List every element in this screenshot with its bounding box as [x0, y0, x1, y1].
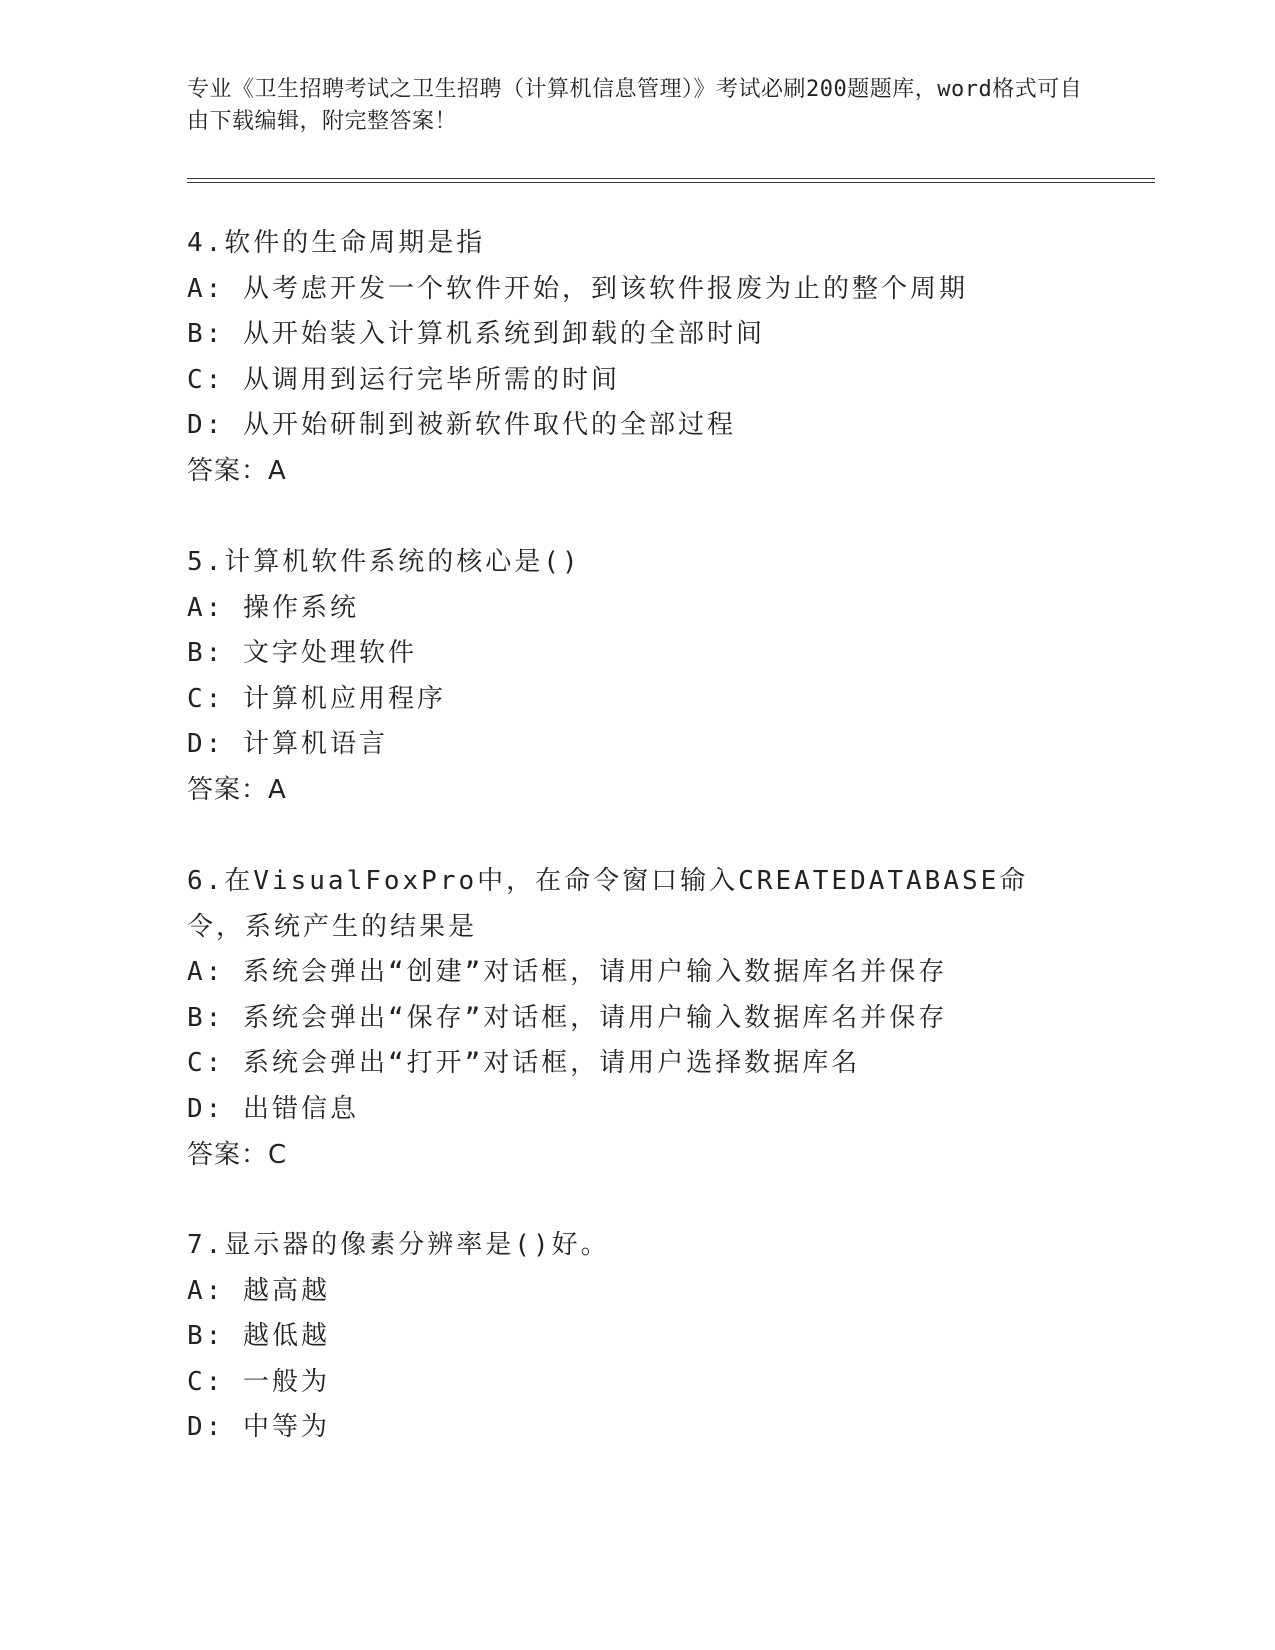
- option-c: C: 一般为: [187, 1366, 330, 1397]
- question-7: [187, 1223, 1087, 1451]
- header-description: 专业《卫生招聘考试之卫生招聘（计算机信息管理）》考试必刷200题题库，word格式可自由下载编辑，附完整答案！: [187, 77, 1083, 134]
- answer: 答案：A: [187, 455, 287, 486]
- answer: 答案：A: [187, 774, 287, 805]
- option-d: D: 出错信息: [187, 1093, 359, 1124]
- option-c: C: 计算机应用程序: [187, 683, 446, 714]
- option-d: D: 从开始研制到被新软件取代的全部过程: [187, 410, 736, 441]
- option-b: B: 文字处理软件: [187, 638, 417, 669]
- question-6: [187, 859, 1047, 1178]
- option-c: C: 系统会弹出“打开”对话框，请用户选择数据库名: [187, 1048, 861, 1079]
- option-c: C: 从调用到运行完毕所需的时间: [187, 364, 620, 395]
- option-d: D: 计算机语言: [187, 729, 388, 760]
- header-divider-bottom: [187, 182, 1155, 183]
- question-title: 4.软件的生命周期是指: [187, 228, 486, 258]
- question-title: 7.显示器的像素分辨率是()好。: [187, 1230, 610, 1260]
- document-header: [187, 74, 1097, 138]
- header-divider-top: [187, 178, 1155, 179]
- option-b: B: 系统会弹出“保存”对话框，请用户输入数据库名并保存: [187, 1002, 948, 1033]
- option-a: A: 操作系统: [187, 592, 359, 623]
- option-b: B: 从开始装入计算机系统到卸载的全部时间: [187, 319, 765, 350]
- question-title: 5.计算机软件系统的核心是(): [187, 547, 581, 577]
- option-b: B: 越低越: [187, 1321, 330, 1352]
- question-5: [187, 540, 1087, 814]
- question-4: [187, 221, 1087, 495]
- option-a: A: 越高越: [187, 1275, 330, 1306]
- answer: 答案：C: [187, 1139, 288, 1170]
- option-d: D: 中等为: [187, 1412, 330, 1443]
- option-a: A: 从考虑开发一个软件开始，到该软件报废为止的整个周期: [187, 273, 968, 304]
- question-title: 6.在VisualFoxPro中，在命令窗口输入CREATEDATABASE命令，系统产生的结果是: [187, 866, 1029, 942]
- option-a: A: 系统会弹出“创建”对话框，请用户输入数据库名并保存: [187, 957, 948, 988]
